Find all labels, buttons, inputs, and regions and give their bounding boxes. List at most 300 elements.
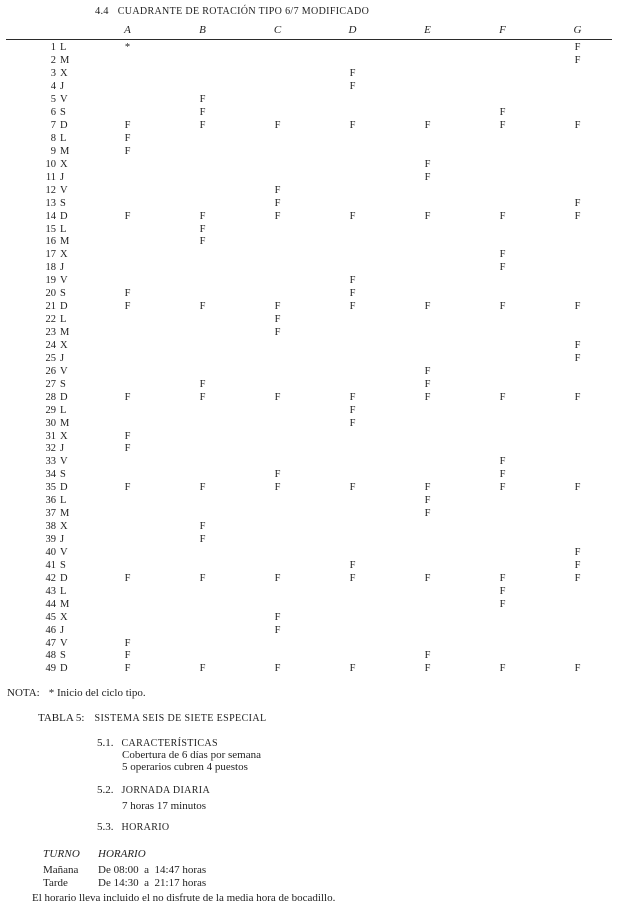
table-cell: F (424, 378, 431, 390)
table-cell (540, 314, 615, 327)
row-number: 32 (45, 443, 56, 455)
row-day: X (60, 158, 68, 170)
table-cell: F (499, 598, 506, 610)
row-label (6, 314, 90, 327)
table-cell (540, 625, 615, 638)
row-number: 14 (45, 210, 56, 222)
table-cell (540, 288, 615, 301)
table-cell (165, 495, 240, 508)
table-row (6, 211, 615, 224)
row-number: 4 (50, 81, 56, 93)
table-cell (165, 68, 240, 81)
table-cell (465, 340, 540, 353)
table-cell (390, 586, 465, 599)
row-number: 37 (45, 508, 56, 520)
table-row (6, 443, 615, 456)
row-label (6, 534, 90, 547)
table-cell (540, 405, 615, 418)
table-cell (165, 159, 240, 172)
table-cell (390, 469, 465, 482)
table-row (6, 469, 615, 482)
table-cell (315, 534, 390, 547)
row-number: 48 (45, 650, 56, 662)
table-cell (240, 431, 315, 444)
table-cell: F (349, 404, 356, 416)
table-cell (390, 42, 465, 55)
table-cell (90, 508, 165, 521)
row-number: 28 (45, 391, 56, 403)
table-row (6, 379, 615, 392)
table-cell (240, 81, 315, 94)
row-day: X (60, 339, 68, 351)
table-cell (390, 560, 465, 573)
table-cell (90, 327, 165, 340)
table-cell (315, 159, 390, 172)
table-cell (540, 236, 615, 249)
table-cell: F (124, 663, 131, 675)
section-5-1-body (97, 749, 261, 774)
row-number: 47 (45, 637, 56, 649)
row-day: X (60, 430, 68, 442)
table-cell (90, 340, 165, 353)
table-cell (165, 133, 240, 146)
table-cell (390, 249, 465, 262)
table-cell (465, 68, 540, 81)
row-day: X (60, 611, 68, 623)
table-cell (315, 133, 390, 146)
table-cell (390, 224, 465, 237)
table-cell: F (124, 637, 131, 649)
row-label (6, 288, 90, 301)
row-number: 1 (50, 42, 56, 54)
table-cell: F (349, 210, 356, 222)
table-cell (465, 236, 540, 249)
row-number: 46 (45, 624, 56, 636)
table-cell (240, 521, 315, 534)
table-row (6, 405, 615, 418)
table-cell: F (274, 663, 281, 675)
table-cell (390, 262, 465, 275)
column-header: C (273, 24, 282, 36)
table-cell (240, 133, 315, 146)
table-cell (315, 650, 390, 663)
column-header: B (199, 24, 206, 36)
table-cell (465, 275, 540, 288)
table-cell (240, 275, 315, 288)
table-cell: F (574, 559, 581, 571)
table-cell (240, 249, 315, 262)
table-row (6, 172, 615, 185)
table-cell (90, 198, 165, 211)
table-row (6, 560, 615, 573)
row-number: 15 (45, 223, 56, 235)
table-cell: F (274, 572, 281, 584)
table-cell (240, 560, 315, 573)
table-cell (540, 94, 615, 107)
table-row (6, 599, 615, 612)
row-label (6, 560, 90, 573)
section-5-3 (97, 821, 170, 833)
row-day: V (60, 637, 68, 649)
table-cell: F (574, 391, 581, 403)
row-label (6, 340, 90, 353)
row-day: L (60, 314, 67, 326)
table-cell: F (574, 210, 581, 222)
row-label (6, 55, 90, 68)
footnote-text: El horario lleva incluido el no disfrute de la media hora de bocadillo. (32, 892, 336, 904)
table-cell (315, 42, 390, 55)
table-cell (540, 469, 615, 482)
table-cell (240, 495, 315, 508)
table-row (6, 663, 615, 676)
table-cell (315, 443, 390, 456)
table-row (6, 638, 615, 651)
table-cell (165, 172, 240, 185)
row-number: 43 (45, 585, 56, 597)
row-label (6, 275, 90, 288)
table-cell (165, 650, 240, 663)
table-cell (465, 172, 540, 185)
section-number: 5.1. (97, 737, 114, 749)
section-5-2 (97, 784, 210, 812)
table-cell: F (274, 210, 281, 222)
table-cell (165, 405, 240, 418)
note-label: NOTA: (7, 687, 40, 699)
table-cell: F (349, 559, 356, 571)
row-label (6, 353, 90, 366)
column-header: F (499, 24, 506, 36)
schedule-horario: De 14:30 a 21:17 horas (98, 876, 207, 889)
table-cell (540, 224, 615, 237)
table-cell (315, 495, 390, 508)
row-number: 20 (45, 288, 56, 300)
row-label (6, 638, 90, 651)
table-row (6, 547, 615, 560)
row-day: X (60, 68, 68, 80)
table-cell: F (574, 197, 581, 209)
table-cell (165, 547, 240, 560)
table-cell (240, 107, 315, 120)
row-number: 36 (45, 495, 56, 507)
table-cell (165, 327, 240, 340)
table-cell (390, 521, 465, 534)
schedule-col-turno: TURNO (43, 848, 81, 860)
table-row (6, 81, 615, 94)
row-day: M (60, 236, 70, 248)
row-day: M (60, 417, 70, 429)
table-cell (465, 314, 540, 327)
row-day: J (60, 262, 65, 274)
table-cell (165, 42, 240, 55)
table-cell (240, 379, 315, 392)
table-cell (315, 508, 390, 521)
row-day: V (60, 456, 68, 468)
row-day: L (60, 495, 67, 507)
row-label (6, 431, 90, 444)
table-row (6, 107, 615, 120)
table-cell (465, 547, 540, 560)
table-cell: F (499, 456, 506, 468)
table-cell: F (124, 288, 131, 300)
row-label (6, 456, 90, 469)
table-cell: F (574, 339, 581, 351)
table-cell (540, 638, 615, 651)
table-cell (90, 379, 165, 392)
table-cell (90, 249, 165, 262)
row-day: D (60, 391, 68, 403)
table-cell (390, 431, 465, 444)
table-cell: F (424, 158, 431, 170)
table-cell (315, 586, 390, 599)
schedule-turno: Tarde (43, 876, 68, 889)
table-cell (390, 638, 465, 651)
note-line (7, 687, 146, 699)
table-cell (240, 405, 315, 418)
row-day: V (60, 184, 68, 196)
table-cell: F (124, 430, 131, 442)
row-day: J (60, 443, 65, 455)
table-row (6, 534, 615, 547)
table-cell: F (499, 301, 506, 313)
row-number: 30 (45, 417, 56, 429)
table-cell (165, 314, 240, 327)
table-cell (540, 495, 615, 508)
table-cell (240, 534, 315, 547)
table-cell (465, 612, 540, 625)
table-cell (465, 159, 540, 172)
table-cell (465, 443, 540, 456)
table-cell: F (199, 391, 206, 403)
table-row (6, 586, 615, 599)
table-cell (390, 133, 465, 146)
rotation-table (6, 24, 615, 676)
row-day: J (60, 171, 65, 183)
table-cell: F (499, 585, 506, 597)
section-5-1 (97, 737, 261, 774)
table-cell (315, 612, 390, 625)
table-cell (540, 650, 615, 663)
row-number: 31 (45, 430, 56, 442)
row-day: S (60, 559, 66, 571)
table-cell (240, 586, 315, 599)
row-label (6, 495, 90, 508)
table-cell (315, 625, 390, 638)
table-cell (165, 340, 240, 353)
table-cell: F (424, 171, 431, 183)
table-row (6, 456, 615, 469)
row-label (6, 663, 90, 676)
row-number: 35 (45, 482, 56, 494)
schedule-col-horario: HORARIO (98, 848, 146, 860)
row-day: V (60, 275, 68, 287)
table-cell: F (499, 391, 506, 403)
table-cell (390, 185, 465, 198)
table-cell (540, 262, 615, 275)
table-cell (165, 249, 240, 262)
row-label (6, 547, 90, 560)
schedule-header-row (43, 848, 206, 860)
row-number: 23 (45, 327, 56, 339)
table-cell (315, 107, 390, 120)
row-day: V (60, 365, 68, 377)
table-cell (465, 353, 540, 366)
table-cell (390, 625, 465, 638)
schedule-turno: Mañana (43, 864, 79, 877)
table-row (6, 55, 615, 68)
row-day: S (60, 469, 66, 481)
table-cell (90, 275, 165, 288)
table-cell (165, 612, 240, 625)
table-cell (165, 599, 240, 612)
table-cell: F (349, 120, 356, 132)
row-number: 44 (45, 598, 56, 610)
table-row (6, 236, 615, 249)
row-day: S (60, 107, 66, 119)
table-cell: F (424, 365, 431, 377)
row-number: 26 (45, 365, 56, 377)
table-cell: F (124, 132, 131, 144)
row-day: X (60, 249, 68, 261)
row-label (6, 443, 90, 456)
table-cell (165, 55, 240, 68)
row-day: M (60, 508, 70, 520)
table-cell: F (499, 249, 506, 261)
table-cell (240, 146, 315, 159)
table-cell (540, 327, 615, 340)
row-label (6, 379, 90, 392)
table-cell (90, 314, 165, 327)
section-5-2-heading (97, 784, 210, 796)
table-cell: F (124, 301, 131, 313)
table-cell (315, 599, 390, 612)
row-day: S (60, 650, 66, 662)
table-cell (90, 612, 165, 625)
table-cell (540, 146, 615, 159)
table-cell (90, 55, 165, 68)
note-text: * Inicio del ciclo tipo. (48, 687, 146, 699)
table-cell (540, 133, 615, 146)
table-row (6, 224, 615, 237)
table-cell (315, 146, 390, 159)
table-cell (540, 249, 615, 262)
table-cell: F (499, 120, 506, 132)
table-cell (315, 469, 390, 482)
row-label (6, 650, 90, 663)
table-cell (315, 249, 390, 262)
table-cell (390, 198, 465, 211)
table-cell (315, 224, 390, 237)
table-cell: F (199, 663, 206, 675)
row-label (6, 236, 90, 249)
table-row (6, 146, 615, 159)
table-cell: F (349, 68, 356, 80)
table-cell (465, 560, 540, 573)
section-5-3-heading (97, 821, 170, 833)
table-cell (165, 146, 240, 159)
schedule-table (43, 848, 206, 889)
table-cell (540, 586, 615, 599)
table-cell: F (349, 81, 356, 93)
table-cell: F (274, 482, 281, 494)
table-cell: F (274, 391, 281, 403)
table-cell (165, 638, 240, 651)
table-row (6, 573, 615, 586)
table-cell (540, 612, 615, 625)
table-row (6, 185, 615, 198)
table-cell (390, 288, 465, 301)
table-cell (240, 456, 315, 469)
table-cell (315, 340, 390, 353)
table-cell (465, 55, 540, 68)
table-cell (465, 146, 540, 159)
row-label (6, 211, 90, 224)
table-cell: F (349, 572, 356, 584)
row-number: 22 (45, 314, 56, 326)
table-cell (240, 340, 315, 353)
column-header: D (348, 24, 357, 36)
table-cell (315, 521, 390, 534)
table-cell (540, 185, 615, 198)
table-row (6, 418, 615, 431)
table-cell: F (274, 469, 281, 481)
table-cell (240, 262, 315, 275)
row-number: 49 (45, 663, 56, 675)
table-cell (465, 405, 540, 418)
table-row (6, 392, 615, 405)
table-cell (390, 405, 465, 418)
row-label (6, 366, 90, 379)
table-cell (165, 81, 240, 94)
table-rows (6, 42, 615, 676)
table-cell (315, 379, 390, 392)
table-cell (315, 353, 390, 366)
table-row (6, 521, 615, 534)
row-number: 8 (50, 132, 56, 144)
row-day: L (60, 223, 67, 235)
table-cell (240, 599, 315, 612)
row-day: S (60, 378, 66, 390)
section-line: 5 operarios cubren 4 puestos (122, 761, 248, 774)
table-cell (240, 288, 315, 301)
table-cell: * (124, 42, 131, 54)
tabla5-title: SISTEMA SEIS DE SIETE ESPECIAL (94, 713, 267, 724)
table-cell (315, 638, 390, 651)
table-cell (540, 81, 615, 94)
table-cell (465, 198, 540, 211)
table-row (6, 327, 615, 340)
table-cell (90, 625, 165, 638)
table-cell (165, 418, 240, 431)
table-cell (240, 353, 315, 366)
table-cell (240, 366, 315, 379)
row-label (6, 107, 90, 120)
table-cell: F (199, 378, 206, 390)
row-day: D (60, 663, 68, 675)
table-cell (90, 81, 165, 94)
row-label (6, 508, 90, 521)
table-cell: F (124, 443, 131, 455)
table-cell (315, 327, 390, 340)
table-cell: F (274, 301, 281, 313)
table-row (6, 120, 615, 133)
table-cell (465, 288, 540, 301)
row-label (6, 42, 90, 55)
table-cell (90, 262, 165, 275)
table-cell (540, 508, 615, 521)
section-5-1-heading (97, 737, 261, 749)
table-cell (540, 366, 615, 379)
table-row (6, 133, 615, 146)
